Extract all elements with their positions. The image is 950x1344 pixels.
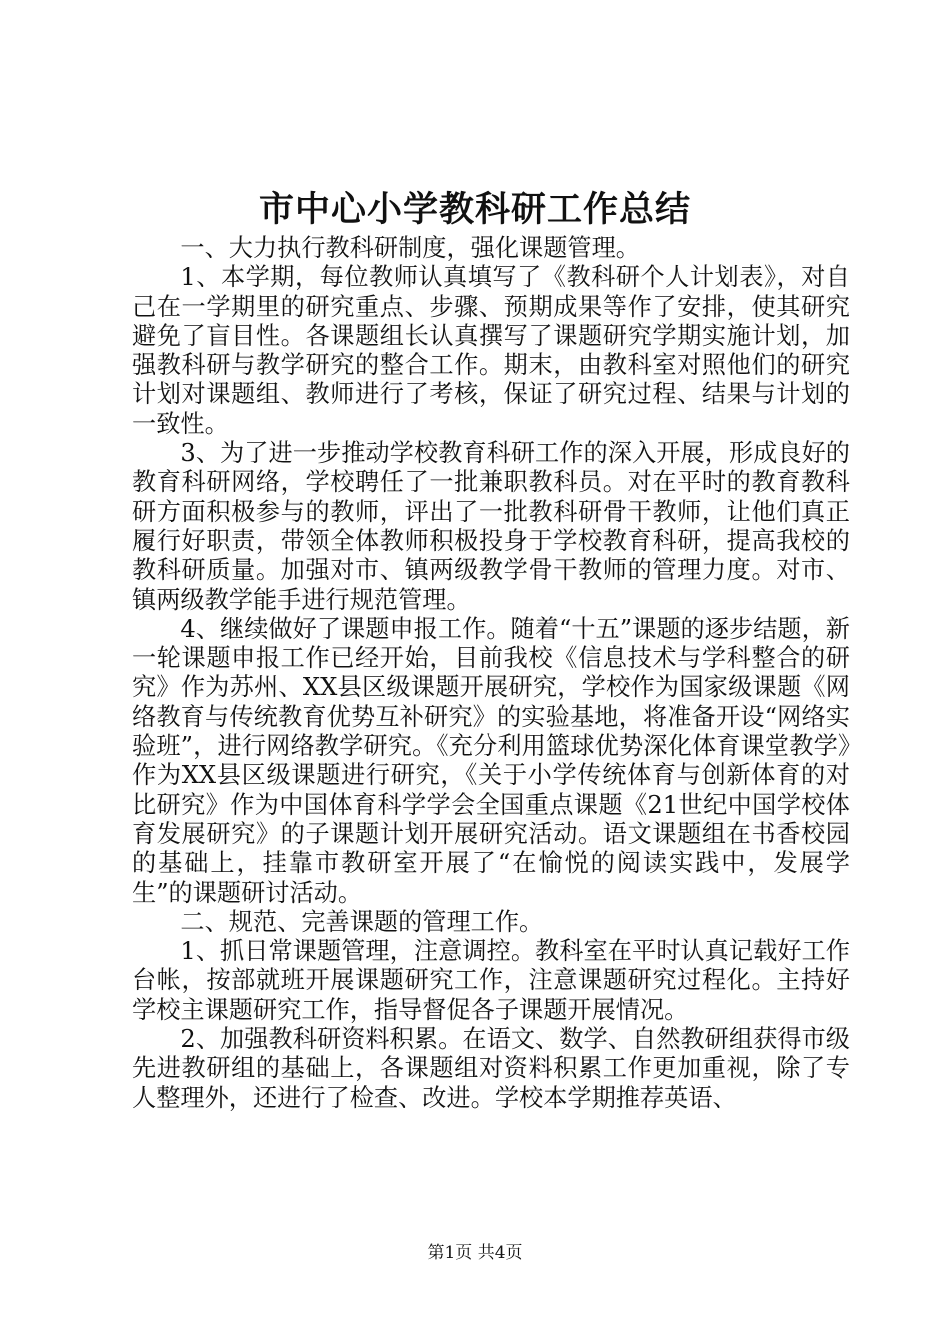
section-heading-1: 一、大力执行教科研制度，强化课题管理。	[180, 234, 640, 262]
section-heading-2: 二、规范、完善课题的管理工作。	[180, 907, 544, 936]
document-body	[132, 234, 850, 1113]
document-title: 市中心小学教科研工作总结	[258, 189, 691, 230]
paragraph: 4、继续做好了课题申报工作。随着“十五”课题的逐步结题，新一轮课题申报工作已经开始，目前我校《信息技术与学科整合的研究》作为苏州、XX县区级课题开展研究，学校作为国家级课题《网络教育与传统教育优势互补研究》的实验基地，将准备开设“网络实验班”，进行网络教学研究。《充分利用篮球优势深化体育课堂教学》作为XX县区级课题进行研究，《关于小学传统体育与创新体育的对比研究》作为中国体育科学学会全国重点课题《21世纪中国学校体育发展研究》的子课题计划开展研究活动。语文课题组在书香校园的基础上，挂靠市教研室开展了“在愉悦的阅读实践中，发展学生”的课题研讨活动。	[132, 614, 850, 907]
paragraph: 3、为了进一步推动学校教育科研工作的深入开展，形成良好的教育科研网络，学校聘任了一批兼职教科员。对在平时的教育教科研方面积极参与的教师，评出了一批教科研骨干教师，让他们真正履行好职责，带领全体教师积极投身于学校教育科研，提高我校的教科研质量。加强对市、镇两级教学骨干教师的管理力度。对市、镇两级教学能手进行规范管理。	[132, 439, 850, 614]
paragraph: 2、加强教科研资料积累。在语文、数学、自然教研组获得市级先进教研组的基础上，各课题组对资料积累工作更加重视，除了专人整理外，还进行了检查、改进。学校本学期推荐英语、	[132, 1025, 850, 1112]
page-number-footer: 第1页 共4页	[427, 1243, 523, 1263]
paragraph: 1、本学期，每位教师认真填写了《教科研个人计划表》，对自己在一学期里的研究重点、步骤、预期成果等作了安排，使其研究避免了盲目性。各课题组长认真撰写了课题研究学期实施计划，加强教科研与教学研究的整合工作。期末，由教科室对照他们的研究计划对课题组、教师进行了考核，保证了研究过程、结果与计划的一致性。	[132, 263, 850, 438]
paragraph: 1、抓日常课题管理，注意调控。教科室在平时认真记载好工作台帐，按部就班开展课题研究工作，注意课题研究过程化。主持好学校主课题研究工作，指导督促各子课题开展情况。	[132, 937, 850, 1024]
